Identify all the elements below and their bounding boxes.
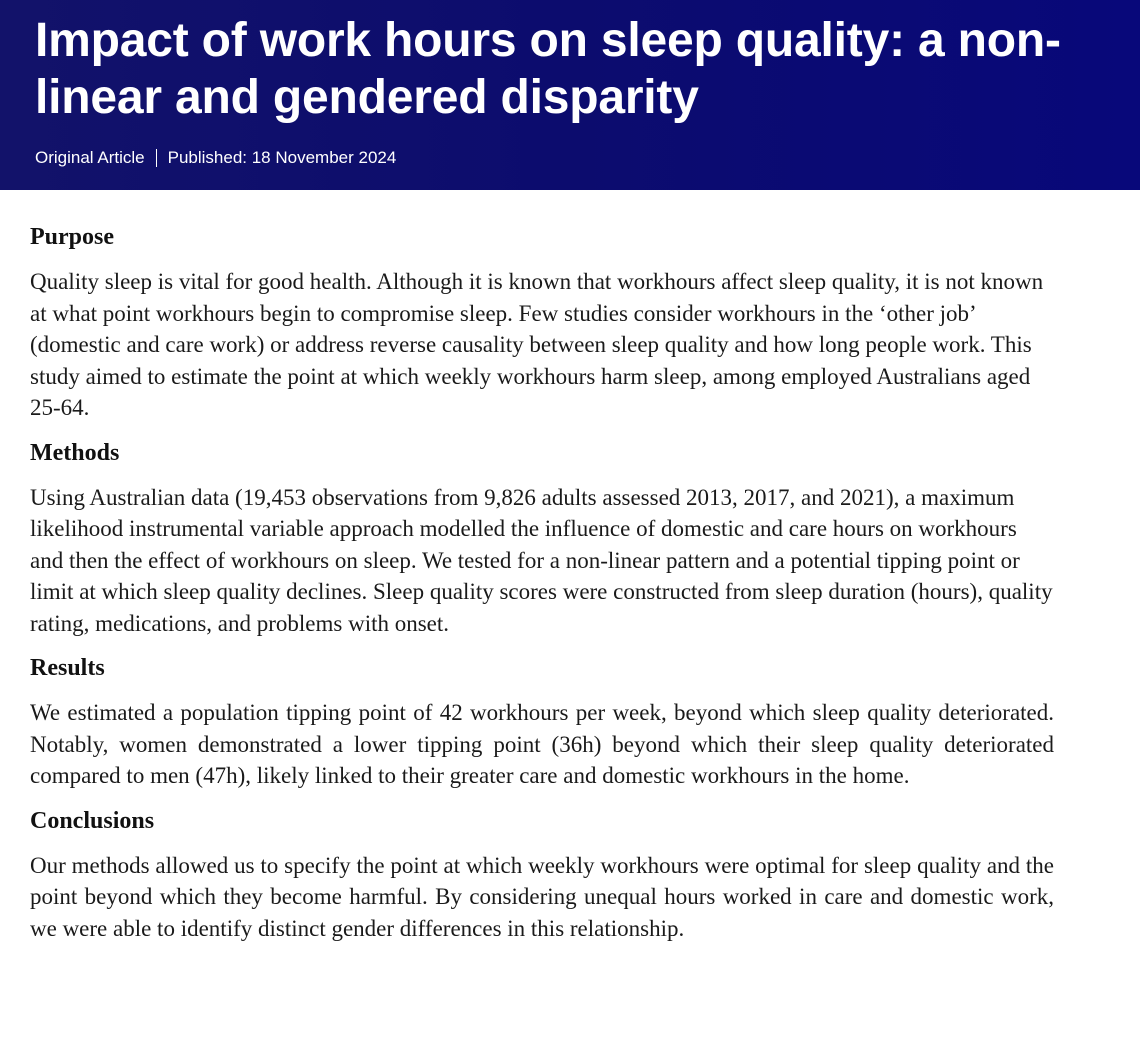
section-text: Quality sleep is vital for good health. Although it is known that workhours affect sleep quality, it is not known at what point workhours begin to compromise sleep. Few studies consider workhours in the ‘other job’ (domestic and care work) or address reverse causality between sleep quality and how long people work. This study aimed to estimate the point at which weekly workhours harm sleep, among employed Australians aged 25-64.: [30, 269, 1044, 420]
section-text: Using Australian data (19,453 observations from 9,826 adults assessed 2013, 2017, and 2021), a maximum likelihood instrumental variable approach modelled the influence of domestic and care hours on workhours and then the effect of workhours on sleep. We tested for a non-linear pattern and a potential tipping point or limit at which sleep quality declines. Sleep quality scores were constructed from sleep duration (hours), quality rating, medications, and problems with onset.: [30, 484, 1053, 636]
section-text: Our methods allowed us to specify the point at which weekly workhours were optimal for sleep quality and the point beyond which they become harmful. By considering unequal hours worked in care and domestic work, we were able to identify distinct gender differences in this relationship.: [30, 852, 1054, 941]
section-results: [30, 653, 1054, 792]
section-methods: [30, 438, 1054, 640]
section-conclusions: [30, 806, 1054, 945]
article-meta: [35, 148, 396, 168]
section-heading: Methods: [30, 439, 120, 466]
article-type: Original Article: [35, 148, 145, 167]
section-heading: Results: [30, 655, 105, 681]
article-header: [0, 0, 1140, 190]
section-purpose: [30, 222, 1054, 424]
abstract: [30, 214, 1054, 958]
article-title: Impact of work hours on sleep quality: a non-linear and gendered disparity: [35, 14, 1061, 124]
published-date: Published: 18 November 2024: [167, 148, 397, 167]
meta-divider: [156, 149, 157, 167]
section-text: We estimated a population tipping point of 42 workhours per week, beyond which sleep quality deteriorated. Notably, women demonstrated a lower tipping point (36h) beyond which their sleep quality deteriorated compared to men (47h), likely linked to their greater care and domestic workhours in the home.: [30, 700, 1054, 788]
section-heading: Conclusions: [30, 807, 155, 834]
section-heading: Purpose: [30, 224, 114, 250]
